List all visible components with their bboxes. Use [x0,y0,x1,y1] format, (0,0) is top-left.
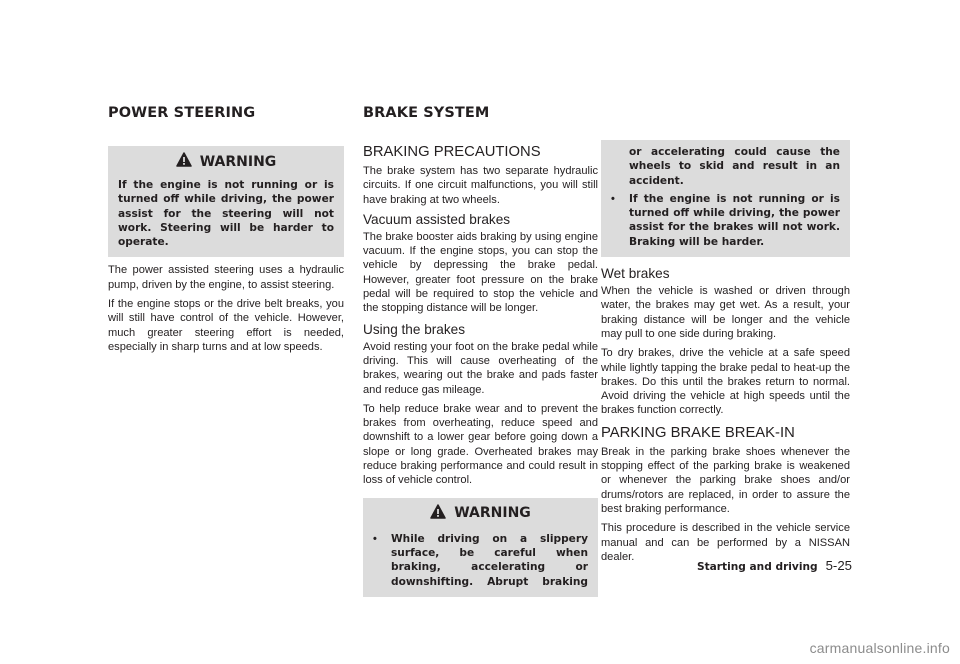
paragraph: The brake system has two separate hydraulic circuits. If one circuit malfunctions, you will still have braking at two wheels. [363,165,598,206]
page-number: 5-25 [825,558,852,573]
paragraph: If the engine stops or the drive belt breaks, you will still have control of the vehicle. However, much greater steering effort is needed, especially in sharp turns and at low speeds. [108,298,344,353]
warning-triangle-icon [430,504,446,523]
brake-warning-box [363,498,598,597]
paragraph: To dry brakes, drive the vehicle at a safe speed while lightly tapping the brake pedal to heat-up the brakes. Do this until the brakes return to normal. Avoid driving the vehicle at high speeds until the brakes function correctly. [601,347,850,417]
warning-header [118,152,334,171]
brake-system-title: BRAKE SYSTEM [363,105,490,121]
bullet-marker: • [373,532,377,545]
watermark-text: carmanualsonline.info [809,640,950,656]
parking-brake-heading: PARKING BRAKE BREAK-IN [601,424,795,441]
warning-bullet-continued [611,145,840,188]
warning-header [373,504,588,523]
bullet-marker: • [611,192,615,205]
braking-precautions-heading: BRAKING PRECAUTIONS [363,144,541,160]
warning-bullet-text: or accelerating could cause the wheels to skid and result in an accident. [629,146,840,187]
paragraph: This procedure is described in the vehicle service manual and can be performed by a NISSAN dealer. [601,522,850,563]
warning-bullet-text: If the engine is not running or is turned off while driving, the power assist for the brakes will not work. Braking will be harder. [629,192,840,248]
left-column [108,146,344,354]
warning-bullet-text: While driving on a slippery surface, be careful when braking, accelerating or downshifting. Abrupt braking [391,532,588,588]
paragraph: The power assisted steering uses a hydraulic pump, driven by the engine, to assist steering. [108,264,344,291]
power-steering-title: POWER STEERING [108,105,256,121]
paragraph: When the vehicle is washed or driven through water, the brakes may get wet. As a result, your braking distance will be longer and the vehicle may pull to one side during braking. [601,285,850,340]
brake-warning-continued-box [601,140,850,257]
warning-label: WARNING [199,153,277,170]
paragraph: Avoid resting your foot on the brake pedal while driving. This will cause overheating of the brakes, wearing out the brake and pads faster and reduce gas mileage. [363,340,598,396]
paragraph: The brake booster aids braking by using engine vacuum. If the engine stops, you can stop the vehicle by depressing the brake pedal. However, greater foot pressure on the brake pedal will be required to stop the vehicle and the stopping distance will be longer. [363,230,598,315]
wet-brakes-heading: Wet brakes [601,266,670,282]
warning-bullet [611,192,840,249]
footer-section-label: Starting and driving [696,561,818,573]
paragraph: To help reduce brake wear and to prevent the brakes from overheating, reduce speed and downshift to a lower gear before going down a slope or long grade. Overheated brakes may reduce braking performance and could result in loss of vehicle control. [363,402,598,487]
paragraph: Break in the parking brake shoes whenever the stopping effect of the parking brake is weakened or whenever the parking brake shoes and/or drums/rotors are replaced, in order to assure the best braking performance. [601,445,850,515]
warning-bullet [373,532,588,589]
warning-text: If the engine is not running or is turned off while driving, the power assist for the steering will not work. Steering will be harder to operate. [118,179,334,249]
vacuum-brakes-heading: Vacuum assisted brakes [363,211,511,227]
warning-triangle-icon [176,152,192,171]
middle-column [363,144,598,597]
steering-warning-box [108,146,344,257]
page-footer [696,558,852,573]
warning-label: WARNING [454,505,531,522]
right-column [601,140,850,564]
using-brakes-heading: Using the brakes [363,321,466,337]
